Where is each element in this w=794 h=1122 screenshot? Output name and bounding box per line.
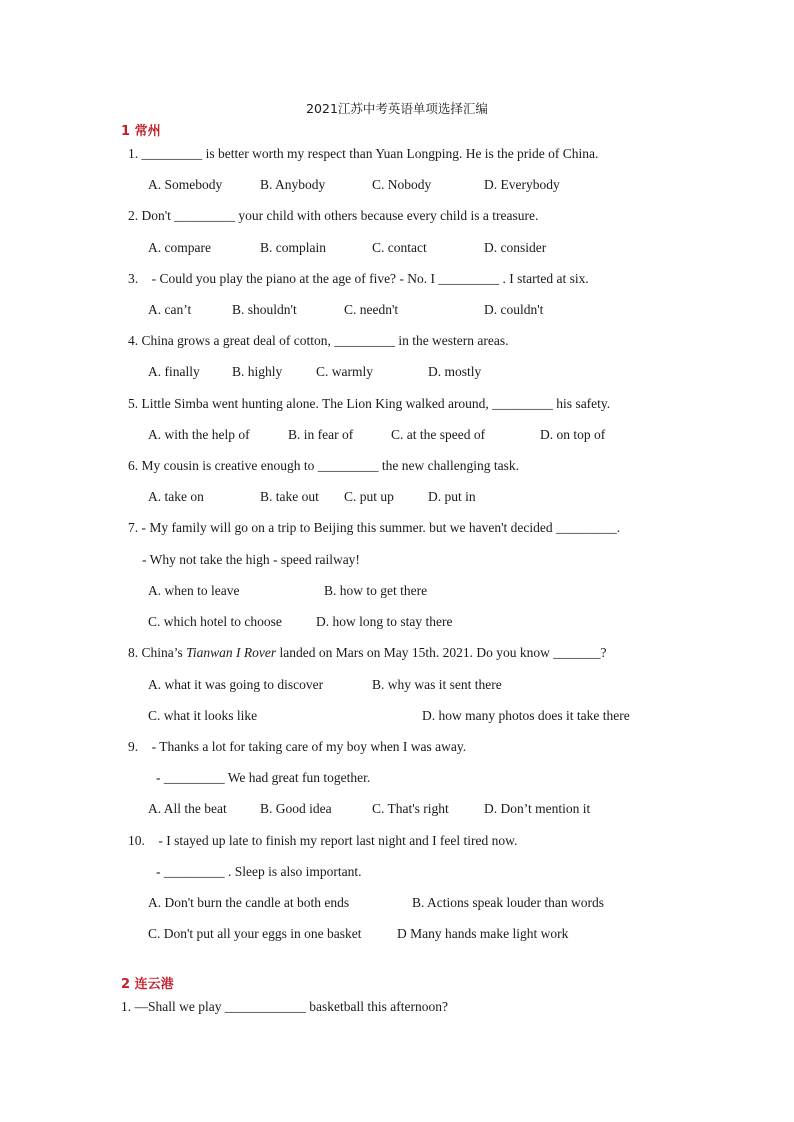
question-8-option-a: A. what it was going to discover [148,677,324,692]
question-6-option-c: C. put up [344,489,394,504]
question-4-option-c: C. warmly [316,364,373,379]
section-heading-lianyungang: 2 连云港 [121,977,174,992]
question-2-option-a: A. compare [148,240,211,255]
question-3-stem: 3. - Could you play the piano at the age of five? - No. I _________ . I started at six. [128,271,589,286]
question-8-option-b: B. why was it sent there [372,677,502,692]
page-title: 2021江苏中考英语单项选择汇编 [306,101,488,116]
question-5-option-c: C. at the speed of [391,427,486,442]
question-2-option-b: B. complain [260,240,326,255]
question-6-stem: 6. My cousin is creative enough to _________ the new challenging task. [128,458,520,473]
question-4-option-a: A. finally [148,364,200,379]
question-1-option-b: B. Anybody [260,177,326,192]
question-9-reply: - _________ We had great fun together. [156,770,371,785]
question-5-stem: 5. Little Simba went hunting alone. The Lion King walked around, _________ his safety. [128,396,611,411]
question-4-stem: 4. China grows a great deal of cotton, _________ in the western areas. [128,333,509,348]
question-7-option-a: A. when to leave [148,583,240,598]
question-1-option-d: D. Everybody [484,177,560,192]
question-7-option-c: C. which hotel to choose [148,614,282,629]
question-4-option-b: B. highly [232,364,283,379]
question-8-option-d: D. how many photos does it take there [422,708,630,723]
question-8-stem-pre: 8. China’s [128,645,187,660]
question-1-option-a: A. Somebody [148,177,223,192]
question-10-reply: - _________ . Sleep is also important. [156,864,362,879]
question-10-stem: 10. - I stayed up late to finish my report last night and I feel tired now. [128,833,518,848]
question-8-stem [128,645,606,661]
question-4-option-d: D. mostly [428,364,482,379]
question-9-option-a: A. All the beat [148,801,227,816]
question-6-option-d: D. put in [428,489,476,504]
question-2-option-c: C. contact [372,240,427,255]
question-2-option-d: D. consider [484,240,547,255]
question-6-option-b: B. take out [260,489,319,504]
question-7-option-b: B. how to get there [324,583,428,598]
question-2-stem: 2. Don't _________ your child with others because every child is a treasure. [128,208,539,223]
question-7-option-d: D. how long to stay there [316,614,453,629]
question-10-option-d: D Many hands make light work [397,926,569,941]
question-9-option-c: C. That's right [372,801,449,816]
question-10-option-a: A. Don't burn the candle at both ends [148,895,350,910]
section-heading-changzhou: 1 常州 [121,124,161,139]
question-8-stem-post: landed on Mars on May 15th. 2021. Do you know _______? [276,645,607,660]
question-5-option-d: D. on top of [540,427,606,442]
question-5-option-b: B. in fear of [288,427,354,442]
question-3-option-d: D. couldn't [484,302,544,317]
question-10-option-c: C. Don't put all your eggs in one basket [148,926,362,941]
question-7-stem: 7. - My family will go on a trip to Beijing this summer. but we haven't decided _________. [128,520,621,535]
question-3-option-b: B. shouldn't [232,302,297,317]
section-2-question-1-stem: 1. —Shall we play ____________ basketball this afternoon? [121,999,448,1014]
question-1-stem: 1. _________ is better worth my respect than Yuan Longping. He is the pride of China. [128,146,599,161]
question-10-option-b: B. Actions speak louder than words [412,895,604,910]
question-9-option-b: B. Good idea [260,801,332,816]
question-8-option-c: C. what it looks like [148,708,258,723]
question-6-option-a: A. take on [148,489,204,504]
question-3-option-c: C. needn't [344,302,399,317]
question-5-option-a: A. with the help of [148,427,250,442]
question-8-rover-name: Tianwan I Rover [186,645,277,660]
question-9-option-d: D. Don’t mention it [484,801,591,816]
question-9-stem: 9. - Thanks a lot for taking care of my boy when I was away. [128,739,467,754]
question-7-reply: - Why not take the high - speed railway! [142,552,360,567]
question-1-option-c: C. Nobody [372,177,432,192]
question-3-option-a: A. can’t [148,302,192,317]
